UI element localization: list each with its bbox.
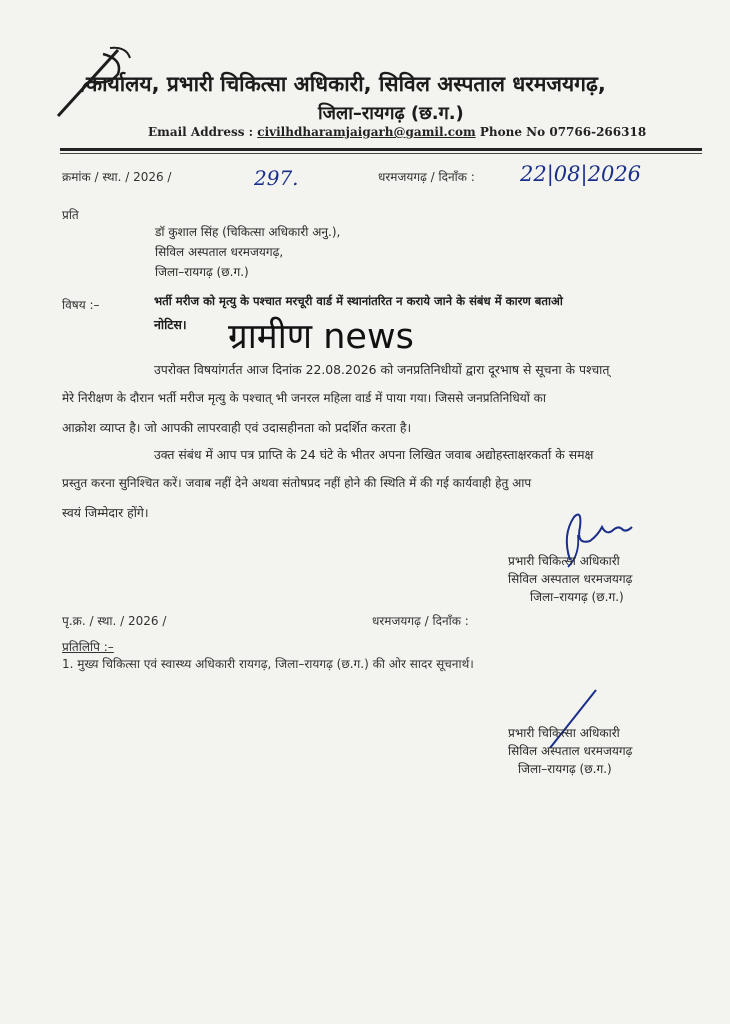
body-paragraph-1 [62, 355, 702, 442]
recipient-office: सिविल अस्पताल धरमजयगढ़, [155, 245, 284, 259]
phone-number: 07766-266318 [549, 125, 647, 139]
subject-line-2: नोटिस। [154, 317, 187, 332]
phone-label: Phone No [479, 125, 546, 139]
endorsement-place-date-label: धरमजयगढ़ / दिनाँक : [372, 614, 469, 628]
place-date-label: धरमजयगढ़ / दिनाँक : [378, 170, 475, 184]
header-rule-thin [60, 153, 702, 154]
recipient-district: जिला–रायगढ़ (छ.ग.) [155, 265, 249, 279]
letterhead-contact [148, 125, 646, 139]
signatory-district: जिला–रायगढ़ (छ.ग.) [530, 590, 624, 604]
reference-number-label: क्रमांक / स्था. / 2026 / [62, 170, 172, 184]
letterhead-title: कार्यालय, प्रभारी चिकित्सा अधिकारी, सिविल अस्पताल धरमजयगढ़, [86, 72, 606, 96]
subject-line-1: भर्ती मरीज को मृत्यु के पश्चात मरचूरी वार्ड में स्थानांतरित न कराये जाने के संबंध में कारण बताओ [154, 294, 563, 308]
signatory-title: प्रभारी चिकित्सा अधिकारी [508, 554, 620, 568]
subject-label: विषय :– [62, 298, 100, 312]
signature-block-2 [508, 724, 632, 778]
signatory2-office: सिविल अस्पताल धरमजयगढ़ [508, 744, 633, 758]
header-rule [60, 148, 702, 151]
body-p2-line2: प्रस्तुत करना सुनिश्चित करें। जवाब नहीं देने अथवा संतोषप्रद नहीं होने की स्थिति में की गई कार्यवाही हेतु आप [62, 476, 532, 490]
body-p2-line1: उक्त संबंध में आप पत्र प्राप्ति के 24 घंटे के भीतर अपना लिखित जवाब अद्योहस्ताक्षरकर्ता के समक्ष [154, 447, 594, 462]
body-p2-line3: स्वयं जिम्मेदार होंगे। [62, 505, 149, 520]
endorsement-number-label: पृ.क्र. / स्था. / 2026 / [62, 614, 167, 628]
signatory2-title: प्रभारी चिकित्सा अधिकारी [508, 726, 620, 740]
watermark-text: ग्रामीण news [228, 317, 414, 357]
prati-label: प्रति [62, 208, 79, 222]
body-p1-line3: आक्रोश व्याप्त है। जो आपकी लापरवाही एवं उदासहीनता को प्रदर्शित करता है। [62, 420, 412, 435]
body-p1-line1: उपरोक्त विषयांगर्तत आज दिनांक 22.08.2026 को जनप्रतिनिधीयों द्वारा दूरभाष से सूचना के पश्चात् [154, 362, 610, 377]
date-handwritten: 22|08|2026 [520, 162, 642, 186]
email-address: civilhdharamjaigarh@gamil.com [257, 125, 476, 139]
copy-label: प्रतिलिपि :– [62, 640, 114, 654]
signatory2-district: जिला–रायगढ़ (छ.ग.) [518, 762, 612, 776]
reference-number-handwritten: 297. [254, 166, 299, 190]
letterhead-district: जिला–रायगढ़ (छ.ग.) [318, 103, 464, 124]
signature-block-1 [508, 552, 632, 606]
signatory-office: सिविल अस्पताल धरमजयगढ़ [508, 572, 633, 586]
recipient-name: डॉ कुशाल सिंह (चिकित्सा अधिकारी अनु.), [155, 225, 341, 239]
recipient-block [155, 222, 340, 282]
copy-item-1: 1. मुख्य चिकित्सा एवं स्वास्थ्य अधिकारी रायगढ़, जिला–रायगढ़ (छ.ग.) की ओर सादर सूचनार्थ। [62, 657, 474, 671]
body-p1-line2: मेरे निरीक्षण के दौरान भर्ती मरीज मृत्यु के पश्चात् भी जनरल महिला वार्ड में पाया गया। जिससे जनप्रतिनिधियों का [62, 391, 546, 405]
email-label: Email Address : [148, 125, 254, 139]
